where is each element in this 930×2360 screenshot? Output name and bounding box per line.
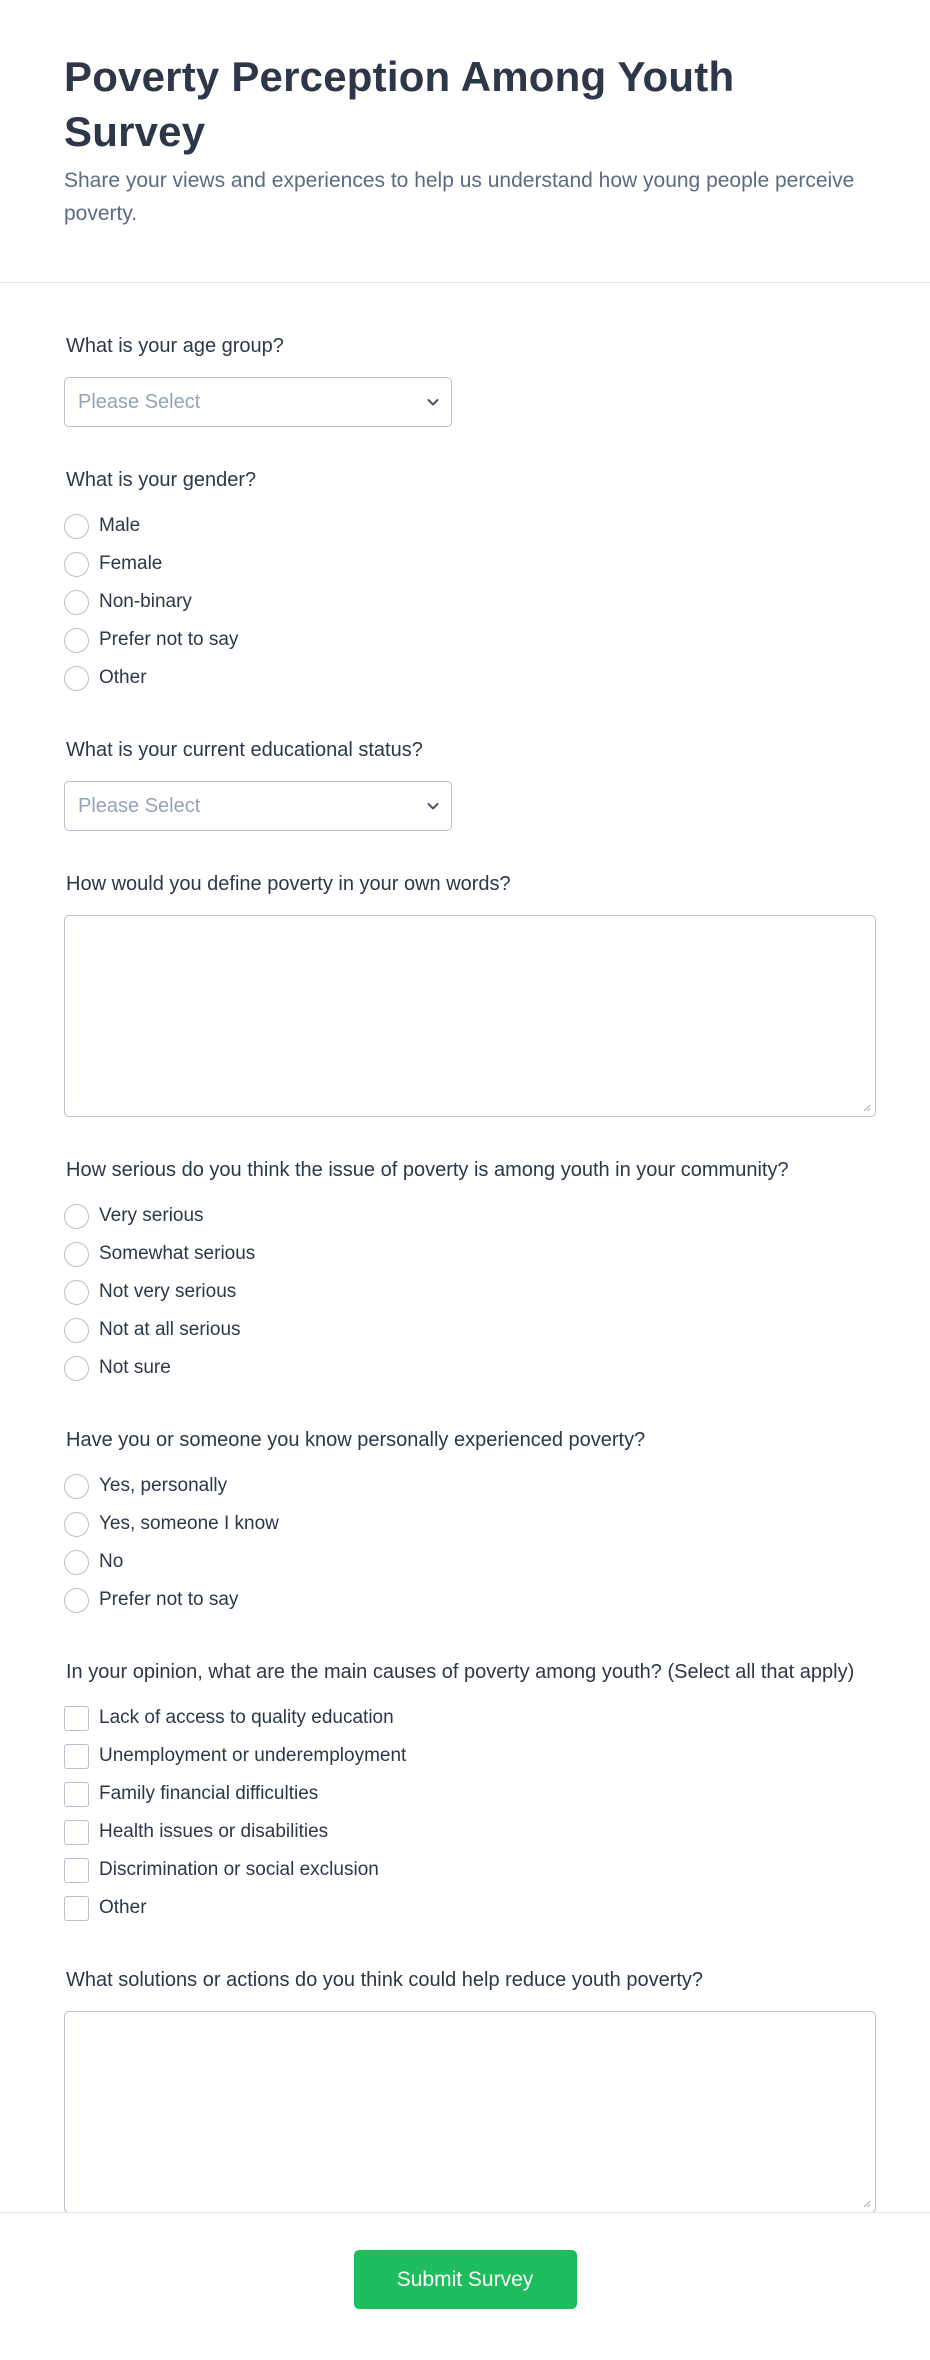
radio-option[interactable] <box>64 1505 866 1543</box>
education-status-select[interactable] <box>64 781 452 831</box>
option-label: Very serious <box>99 1205 204 1227</box>
question-label: What is your age group? <box>66 335 284 358</box>
question-solutions <box>64 1967 866 2213</box>
option-label: Yes, personally <box>99 1475 228 1497</box>
option-label: Family financial difficulties <box>99 1783 319 1805</box>
option-label: Unemployment or underemployment <box>99 1745 407 1767</box>
survey-form <box>0 283 930 2213</box>
radio-button[interactable] <box>64 1588 89 1613</box>
option-label: Somewhat serious <box>99 1243 256 1265</box>
option-label: Prefer not to say <box>99 629 239 651</box>
page-title: Poverty Perception Among Youth Survey <box>64 53 735 155</box>
checkbox-option[interactable] <box>64 1775 866 1813</box>
submit-survey-button[interactable]: Submit Survey <box>354 2250 577 2309</box>
option-label: Not very serious <box>99 1281 237 1303</box>
option-label: Female <box>99 553 163 575</box>
radio-button[interactable] <box>64 628 89 653</box>
form-footer <box>0 2212 930 2309</box>
radio-button[interactable] <box>64 1474 89 1499</box>
question-definition <box>64 871 866 1117</box>
radio-option[interactable] <box>64 621 866 659</box>
radio-button[interactable] <box>64 1204 89 1229</box>
radio-button[interactable] <box>64 1280 89 1305</box>
option-label: Prefer not to say <box>99 1589 239 1611</box>
question-label: What is your current educational status? <box>66 739 423 762</box>
radio-option[interactable] <box>64 583 866 621</box>
radio-option[interactable] <box>64 507 866 545</box>
resize-grip-icon[interactable] <box>862 1103 871 1112</box>
radio-button[interactable] <box>64 1550 89 1575</box>
age-group-select[interactable] <box>64 377 452 427</box>
question-label: In your opinion, what are the main causes of poverty among youth? (Select all that apply) <box>66 1661 855 1684</box>
radio-option[interactable] <box>64 1467 866 1505</box>
radio-button[interactable] <box>64 1512 89 1537</box>
radio-option[interactable] <box>64 1235 866 1273</box>
radio-button[interactable] <box>64 552 89 577</box>
checkbox-option[interactable] <box>64 1737 866 1775</box>
question-experience <box>64 1427 866 1619</box>
radio-button[interactable] <box>64 1242 89 1267</box>
option-label: Male <box>99 515 141 537</box>
question-label: How would you define poverty in your own words? <box>66 873 511 896</box>
resize-grip-icon[interactable] <box>862 2199 871 2208</box>
question-label: What is your gender? <box>66 469 257 492</box>
radio-button[interactable] <box>64 514 89 539</box>
chevron-down-icon <box>425 394 441 410</box>
page-subtitle: Share your views and experiences to help us understand how young people perceive poverty. <box>64 169 855 225</box>
option-label: Non-binary <box>99 591 192 613</box>
radio-option[interactable] <box>64 545 866 583</box>
question-causes <box>64 1659 866 1927</box>
checkbox-option[interactable] <box>64 1851 866 1889</box>
checkbox[interactable] <box>64 1744 89 1769</box>
option-label: Not at all serious <box>99 1319 241 1341</box>
checkbox-option[interactable] <box>64 1889 866 1927</box>
checkbox[interactable] <box>64 1820 89 1845</box>
question-gender <box>64 467 866 697</box>
option-label: Other <box>99 667 147 689</box>
radio-option[interactable] <box>64 1349 866 1387</box>
radio-button[interactable] <box>64 1318 89 1343</box>
checkbox[interactable] <box>64 1706 89 1731</box>
question-label: Have you or someone you know personally experienced poverty? <box>66 1429 646 1452</box>
question-education <box>64 737 866 831</box>
select-placeholder: Please Select <box>78 390 201 413</box>
radio-button[interactable] <box>64 1356 89 1381</box>
checkbox-option[interactable] <box>64 1813 866 1851</box>
radio-option[interactable] <box>64 1273 866 1311</box>
radio-option[interactable] <box>64 659 866 697</box>
question-age <box>64 333 866 427</box>
radio-option[interactable] <box>64 1311 866 1349</box>
radio-option[interactable] <box>64 1581 866 1619</box>
question-label: What solutions or actions do you think could help reduce youth poverty? <box>66 1969 704 1992</box>
option-label: Yes, someone I know <box>99 1513 279 1535</box>
checkbox[interactable] <box>64 1858 89 1883</box>
question-seriousness <box>64 1157 866 1387</box>
option-label: Health issues or disabilities <box>99 1821 329 1843</box>
radio-button[interactable] <box>64 590 89 615</box>
option-label: No <box>99 1551 124 1573</box>
survey-header <box>0 0 930 283</box>
radio-option[interactable] <box>64 1197 866 1235</box>
option-label: Discrimination or social exclusion <box>99 1859 379 1881</box>
checkbox-option[interactable] <box>64 1699 866 1737</box>
chevron-down-icon <box>425 798 441 814</box>
poverty-definition-textarea[interactable] <box>64 915 876 1117</box>
solutions-textarea[interactable] <box>64 2011 876 2213</box>
option-label: Not sure <box>99 1357 171 1379</box>
question-label: How serious do you think the issue of poverty is among youth in your community? <box>66 1159 789 1182</box>
option-label: Other <box>99 1897 147 1919</box>
checkbox[interactable] <box>64 1782 89 1807</box>
checkbox[interactable] <box>64 1896 89 1921</box>
select-placeholder: Please Select <box>78 794 201 817</box>
radio-option[interactable] <box>64 1543 866 1581</box>
option-label: Lack of access to quality education <box>99 1707 394 1729</box>
radio-button[interactable] <box>64 666 89 691</box>
